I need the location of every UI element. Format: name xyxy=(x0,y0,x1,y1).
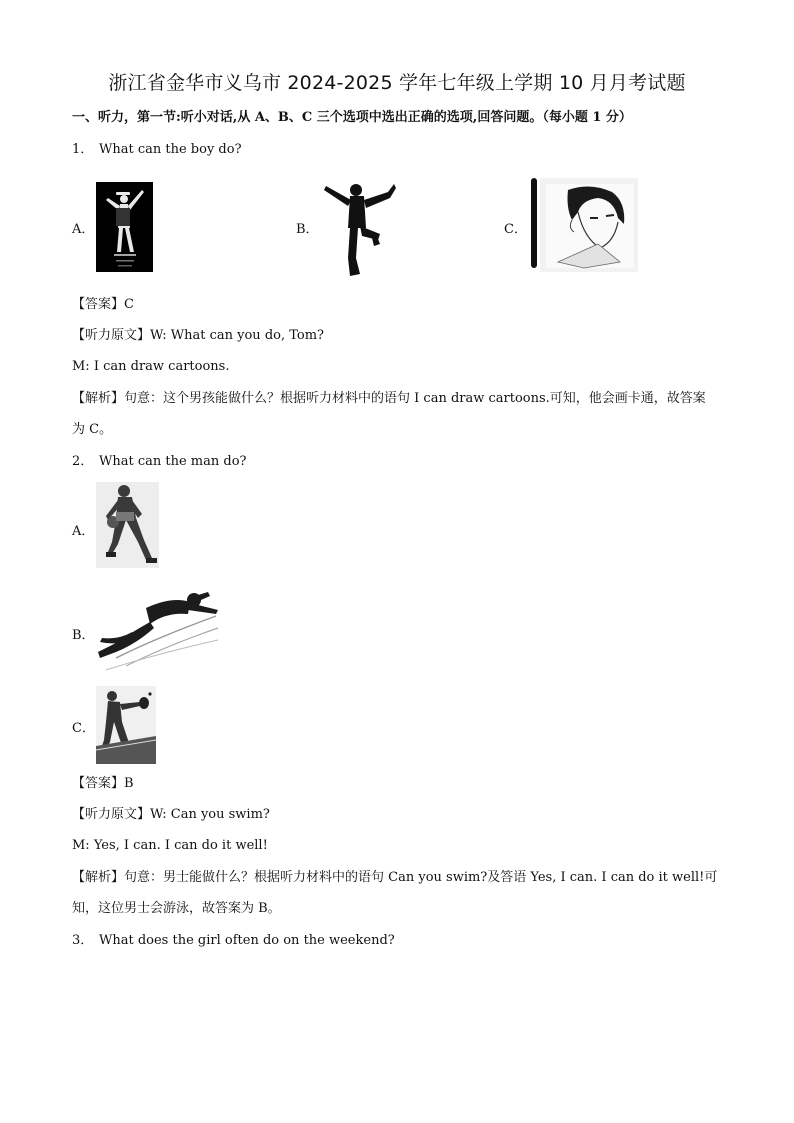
transcript-text: W: What can you do, Tom? xyxy=(150,328,325,343)
table-tennis-image xyxy=(96,686,156,764)
question-number: 1． xyxy=(72,142,94,157)
question-3 xyxy=(72,931,395,951)
option-b-label: B． xyxy=(72,628,95,643)
answer-label: 【答案】 xyxy=(72,297,125,312)
question-number: 3． xyxy=(72,933,94,948)
question-1 xyxy=(72,140,242,160)
page-title: 浙江省金华市义乌市 2024-2025 学年七年级上学期 10 月月考试题 xyxy=(108,72,686,94)
kung-fu-image xyxy=(320,178,398,280)
option-c-label: C． xyxy=(504,222,527,237)
option-a-label: A． xyxy=(72,222,95,237)
transcript-label: 【听力原文】 xyxy=(72,807,151,822)
basketball-image xyxy=(96,482,159,568)
transcript-1-w xyxy=(72,326,324,346)
analysis-label: 【解析】 xyxy=(72,391,125,406)
question-2 xyxy=(72,452,247,472)
answer-value: B xyxy=(124,776,134,791)
analysis-2 xyxy=(72,868,717,888)
answer-1 xyxy=(72,295,134,315)
swimming-image xyxy=(96,588,220,672)
question-text: What does the girl often do on the weekend? xyxy=(99,933,395,948)
dancer-image xyxy=(96,182,153,272)
option-c-label: C． xyxy=(72,721,95,736)
section-heading: 一、听力，第一节:听小对话,从 A、B、C 三个选项中选出正确的选项,回答问题。（每小题 1 分） xyxy=(72,110,632,125)
transcript-2-m: M: Yes, I can. I can do it well! xyxy=(72,838,268,853)
transcript-1-m: M: I can draw cartoons. xyxy=(72,359,230,374)
question-text: What can the man do? xyxy=(99,454,247,469)
answer-label: 【答案】 xyxy=(72,776,125,791)
question-text: What can the boy do? xyxy=(99,142,242,157)
transcript-label: 【听力原文】 xyxy=(72,328,151,343)
question-number: 2． xyxy=(72,454,94,469)
analysis-1 xyxy=(72,389,706,409)
option-b-label: B． xyxy=(296,222,319,237)
answer-2 xyxy=(72,774,134,794)
drawing-cartoon-image xyxy=(528,178,638,272)
analysis-text: 句意：男士能做什么？根据听力材料中的语句 Can you swim?及答语 Yes, I can. I can do it well!可 xyxy=(124,870,718,885)
analysis-1-cont: 为 C。 xyxy=(72,422,113,437)
analysis-label: 【解析】 xyxy=(72,870,125,885)
transcript-text: W: Can you swim? xyxy=(150,807,270,822)
option-a-label: A． xyxy=(72,524,95,539)
answer-value: C xyxy=(124,297,134,312)
transcript-2-w xyxy=(72,805,270,825)
analysis-2-cont: 知，这位男士会游泳，故答案为 B。 xyxy=(72,901,281,916)
analysis-text: 句意：这个男孩能做什么？根据听力材料中的语句 I can draw cartoons.可知，他会画卡通，故答案 xyxy=(124,391,706,406)
